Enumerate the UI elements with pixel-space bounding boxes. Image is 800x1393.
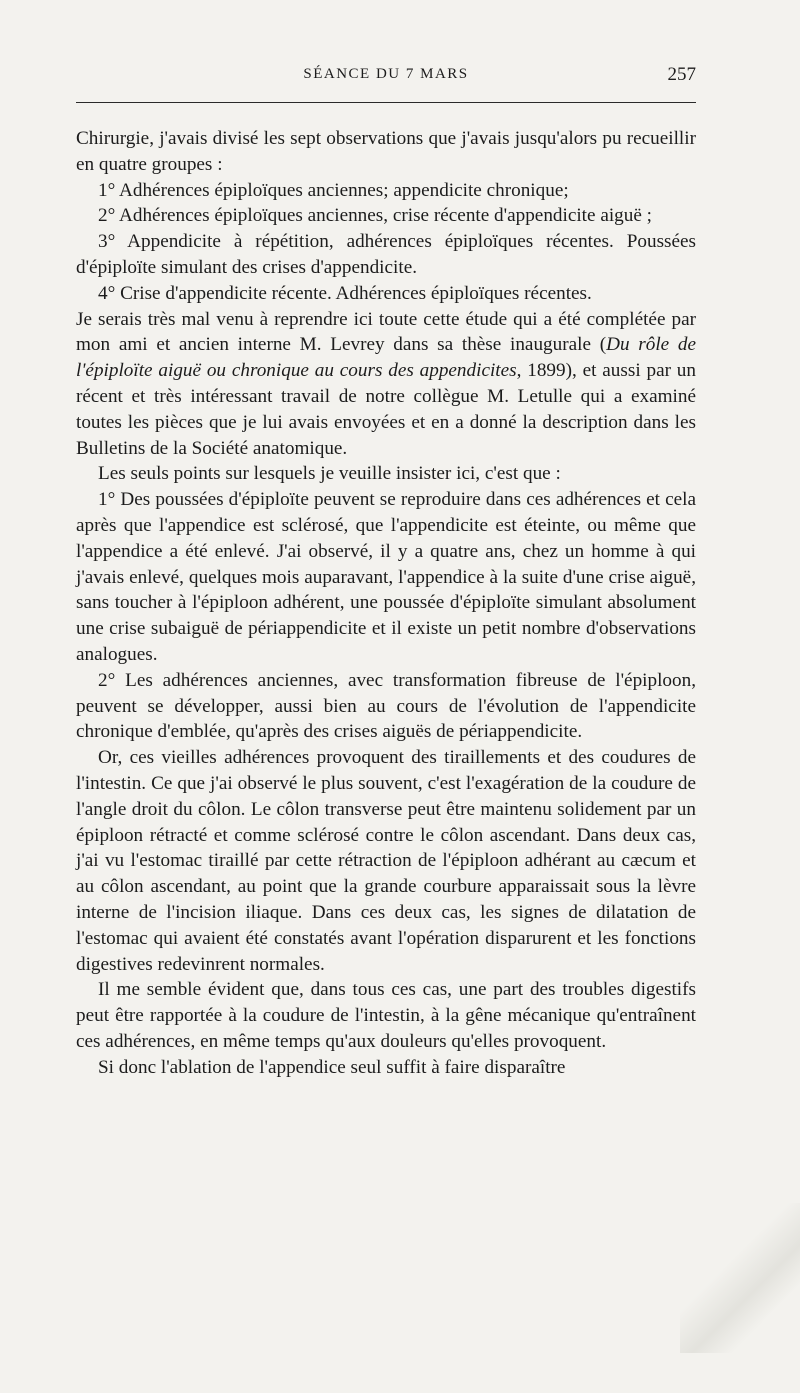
paragraph-9: 2° Les adhérences anciennes, avec transformation fibreuse de l'épiploon, peuvent se développer, aussi bien au cours de l'évolution de l'appendicite chronique d'emblée, qu'après des crises aiguës de périappendicite.	[76, 669, 696, 743]
paragraph-11: Il me semble évident que, dans tous ces cas, une part des troubles digestifs peut être rapportée à la coudure de l'intestin, à la gêne mécanique qu'entraînent ces adhérences, en même temps qu'aux douleurs qu'elles provoquent.	[76, 979, 696, 1052]
paragraph-12: Si donc l'ablation de l'appendice seul suffit à faire disparaître	[98, 1056, 566, 1078]
paragraph-4: 3° Appendicite à répétition, adhérences épiploïques récentes. Poussées d'épiploïte simulant des crises d'appendicite.	[76, 231, 696, 278]
paragraph-2: 1° Adhérences épiploïques anciennes; appendicite chronique;	[98, 179, 569, 201]
paragraph-8: 1° Des poussées d'épiploïte peuvent se reproduire dans ces adhérences et cela après que l'appendice est sclérosé, que l'appendicite est éteinte, ou même que l'appendice a été enlevé. J'ai observé, il y a quatre ans, chez un homme à qui j'avais enlevé, quelques mois auparavant, l'appendice à la suite d'une crise aiguë, sans toucher à l'épiploon adhérent, une poussée d'épiploïte simulant absolument une crise subaiguë de périappendicite et il existe un petit nombre d'observations analogues.	[76, 489, 696, 665]
header-rule	[76, 102, 696, 103]
paragraph-10: Or, ces vieilles adhérences provoquent des tiraillements et des coudures de l'intestin. Ce que j'ai observé le plus souvent, c'est l'exagération de la coudure de l'angle droit du côlon. Le côlon transverse peut être maintenu solidement par un épiploon rétracté et comme sclérosé contre le côlon ascendant. Dans deux cas, j'ai vu l'estomac tiraillé par cette rétraction de l'épiploon adhérant au cæcum et au côlon ascendant, au point que la grande courbure apparaissait sous la lèvre interne de l'incision iliaque. Dans ces deux cas, les signes de dilatation de l'estomac qui avaient été constatés avant l'opération disparurent et les fonctions digestives redevinrent normales.	[76, 747, 696, 975]
paper-fold-shadow	[680, 1203, 800, 1353]
paragraph-1: Chirurgie, j'avais divisé les sept observations que j'avais jusqu'alors pu recueillir en quatre groupes :	[76, 128, 696, 175]
paragraph-6-start: Je serais très mal venu à reprendre ici toute cette étude qui a été complétée par mon ami et ancien interne M. Levrey dans sa thèse inaugurale (	[76, 308, 696, 356]
paragraph-5: 4° Crise d'appendicite récente. Adhérences épiploïques récentes.	[98, 282, 592, 304]
paragraph-7: Les seuls points sur lesquels je veuille insister ici, c'est que :	[98, 463, 561, 485]
thesis-title: Du rôle de l'épiploïte aiguë ou chronique au cours des appendicites	[76, 334, 697, 382]
page-number: 257	[667, 64, 696, 85]
paragraph-6	[76, 307, 696, 462]
running-title: SÉANCE DU 7 MARS	[303, 66, 469, 82]
body-text	[76, 126, 696, 1080]
paragraph-3: 2° Adhérences épiploïques anciennes, crise récente d'appendicite aiguë ;	[98, 205, 653, 227]
paragraph-6-end: , 1899), et aussi par un récent et très intéressant travail de notre collègue M. Letulle qui a examiné toutes les pièces que je lui avais envoyées et en a donné la description dans les Bulletins de la Société anatomique.	[76, 360, 696, 459]
page-header	[76, 66, 696, 96]
